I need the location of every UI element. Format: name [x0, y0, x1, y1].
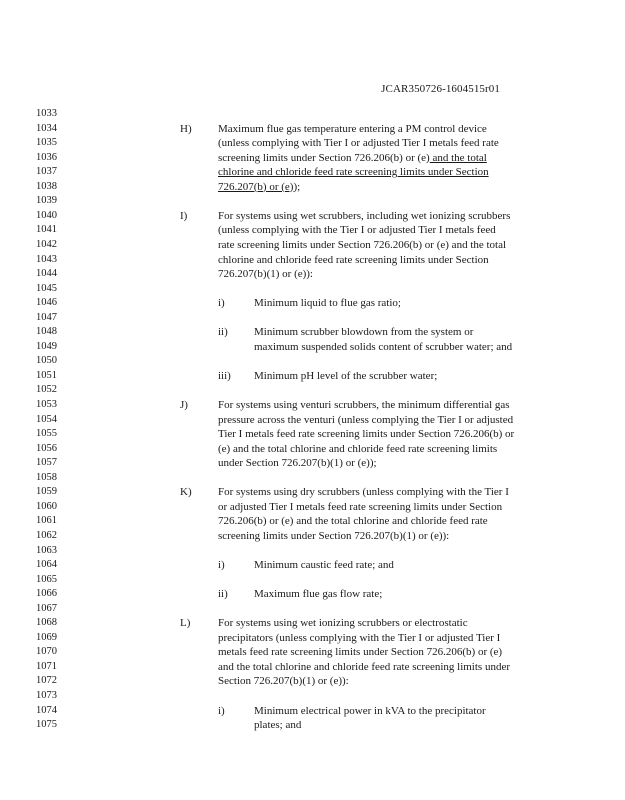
line-number: 1075: [36, 719, 57, 731]
document-line: [0, 414, 625, 426]
line-number: 1068: [36, 617, 57, 629]
line-number: 1056: [36, 442, 57, 454]
document-line: [0, 355, 625, 367]
item-label: i): [218, 297, 225, 310]
line-number: 1066: [36, 588, 57, 600]
line-number: 1053: [36, 399, 57, 410]
item-label: i): [218, 704, 225, 717]
line-number: 1063: [36, 544, 57, 556]
underlined-insertion: 726.207(b) or (e): [218, 180, 294, 193]
text-segment: chlorine and chloride feed rate screening limits under Section: [218, 253, 489, 266]
document-line: [0, 166, 625, 178]
text-segment: Maximum flue gas flow rate;: [254, 588, 383, 601]
text-segment: metals feed rate screening limits under Section 726.206(b) or (e): [218, 646, 503, 659]
text-segment: plates; and: [254, 719, 302, 732]
item-label: iii): [218, 369, 231, 382]
line-text: [254, 705, 486, 717]
document-line: [0, 603, 625, 615]
line-text: [218, 632, 500, 644]
line-number: 1058: [36, 471, 57, 483]
text-segment: 726.207(b)(1) or (e)):: [218, 268, 313, 281]
line-number: 1037: [36, 166, 57, 178]
text-segment: 726.206(b) or (e) and the total chlorine and chloride feed rate: [218, 515, 488, 528]
line-number: 1049: [36, 340, 57, 352]
line-text: [218, 137, 499, 149]
line-number: 1062: [36, 529, 57, 541]
underlined-insertion: chlorine and chloride feed rate screening limits under Section: [218, 166, 489, 179]
line-text: [218, 224, 496, 236]
document-line: [0, 457, 625, 469]
line-text: [254, 370, 437, 382]
line-text: [218, 399, 510, 411]
text-segment: pressure across the venturi (unless complying the Tier I or adjusted: [218, 413, 514, 426]
line-number: 1040: [36, 209, 57, 221]
line-number: 1036: [36, 151, 57, 163]
text-segment: screening limits under Section 726.207(b)(1) or (e)):: [218, 529, 450, 542]
line-number: 1046: [36, 297, 57, 309]
document-line: [0, 501, 625, 513]
item-label: K): [180, 486, 192, 499]
item-label: H): [180, 122, 192, 135]
document-line: [0, 297, 625, 309]
line-text: [254, 297, 401, 309]
line-text: [254, 341, 512, 353]
document-line: [0, 588, 625, 600]
text-segment: For systems using venturi scrubbers, the minimum differential gas: [218, 399, 510, 411]
text-segment: (unless complying with Tier I or adjusted Tier I metals feed rate: [218, 137, 499, 150]
line-number: 1057: [36, 457, 57, 469]
document-line: [0, 326, 625, 338]
document-line: [0, 239, 625, 251]
text-segment: Minimum pH level of the scrubber water;: [254, 369, 438, 382]
line-number: 1035: [36, 137, 57, 149]
underlined-insertion: and the total: [429, 151, 487, 164]
line-number: 1069: [36, 631, 57, 643]
line-text: [218, 414, 513, 426]
item-label: I): [180, 209, 188, 222]
document-line: [0, 195, 625, 207]
text-segment: For systems using dry scrubbers (unless complying with the Tier I: [218, 486, 509, 499]
document-line: [0, 312, 625, 324]
text-segment: under Section 726.207(b)(1) or (e));: [218, 457, 377, 470]
line-text: [218, 501, 502, 513]
document-line: [0, 181, 625, 193]
line-text: [218, 457, 377, 469]
line-text: [218, 646, 502, 658]
document-line: [0, 384, 625, 396]
text-segment: For systems using wet scrubbers, including wet ionizing scrubbers: [218, 209, 511, 222]
document-id: JCAR350726-1604515r01: [381, 83, 500, 95]
line-text: [218, 123, 487, 135]
line-number: 1050: [36, 355, 57, 367]
text-segment: Section 726.207(b)(1) or (e)):: [218, 675, 349, 688]
text-segment: and the total chlorine and chloride feed rate screening limits under: [218, 660, 510, 673]
line-text: [218, 486, 509, 498]
line-number: 1039: [36, 195, 57, 207]
line-number: 1065: [36, 573, 57, 585]
document-line: [0, 268, 625, 280]
item-label: ii): [218, 326, 228, 339]
line-number: 1048: [36, 326, 57, 338]
line-number: 1052: [36, 384, 57, 396]
text-segment: Maximum flue gas temperature entering a PM control device: [218, 122, 487, 135]
document-line: [0, 632, 625, 644]
line-text: [254, 719, 301, 731]
document-line: [0, 108, 625, 120]
document-line: [0, 690, 625, 702]
document-line: [0, 675, 625, 687]
line-number: 1073: [36, 690, 57, 701]
line-number: 1034: [36, 122, 57, 134]
line-number: 1044: [36, 268, 57, 280]
line-text: [218, 181, 300, 193]
item-label: J): [180, 399, 188, 411]
line-text: [218, 675, 349, 687]
text-segment: rate screening limits under Section 726.206(b) or (e) and the total: [218, 238, 507, 251]
text-segment: Minimum liquid to flue gas ratio;: [254, 297, 401, 310]
document-line: [0, 152, 625, 164]
item-label: ii): [218, 588, 228, 601]
line-number: 1042: [36, 238, 57, 250]
line-text: [218, 530, 449, 542]
document-line: [0, 617, 625, 629]
text-segment: Minimum electrical power in kVA to the precipitator: [254, 704, 486, 717]
text-segment: For systems using wet ionizing scrubbers or electrostatic: [218, 617, 468, 630]
document-line: [0, 254, 625, 266]
line-number: 1033: [36, 108, 57, 119]
text-segment: (unless complying with the Tier I or adjusted Tier I metals feed: [218, 224, 496, 237]
document-line: [0, 283, 625, 295]
line-text: [218, 152, 487, 164]
line-text: [254, 326, 473, 338]
document-line: [0, 646, 625, 658]
text-segment: screening limits under Section 726.206(b) or (e): [218, 151, 430, 164]
document-line: [0, 428, 625, 440]
document-line: [0, 443, 625, 455]
document-line: [0, 719, 625, 731]
line-number: 1072: [36, 675, 57, 687]
text-segment: Minimum caustic feed rate; and: [254, 559, 394, 572]
line-number: 1051: [36, 369, 57, 381]
document-line: [0, 399, 625, 411]
document-line: [0, 137, 625, 149]
item-label: i): [218, 559, 225, 572]
document-line: [0, 224, 625, 236]
document-line: [0, 123, 625, 135]
line-number: 1060: [36, 500, 57, 512]
line-number: 1071: [36, 660, 57, 672]
line-text: [218, 210, 510, 222]
document-line: [0, 472, 625, 484]
document-line: [0, 559, 625, 571]
document-line: [0, 486, 625, 498]
line-text: [218, 239, 506, 251]
text-segment: );: [293, 180, 301, 193]
document-line: [0, 210, 625, 222]
line-number: 1041: [36, 224, 57, 236]
document-line: [0, 661, 625, 673]
line-number: 1043: [36, 253, 57, 265]
document-line: [0, 370, 625, 382]
text-segment: Tier I metals feed rate screening limits under Section 726.206(b) or: [218, 428, 515, 441]
document-line: [0, 705, 625, 717]
line-text: [218, 661, 510, 673]
document-line: [0, 574, 625, 586]
line-text: [218, 166, 489, 178]
text-segment: or adjusted Tier I metals feed rate screening limits under Section: [218, 500, 503, 513]
document-line: [0, 545, 625, 557]
line-text: [218, 515, 488, 527]
line-number: 1047: [36, 311, 57, 323]
line-number: 1064: [36, 559, 57, 571]
line-number: 1055: [36, 428, 57, 440]
line-number: 1038: [36, 180, 57, 192]
line-number: 1045: [36, 282, 57, 294]
document-line: [0, 530, 625, 542]
line-text: [254, 588, 382, 600]
text-segment: Minimum scrubber blowdown from the system or: [254, 326, 474, 339]
line-number: 1059: [36, 486, 57, 498]
line-number: 1061: [36, 515, 57, 527]
document-line: [0, 515, 625, 527]
line-number: 1070: [36, 646, 57, 658]
line-number: 1067: [36, 602, 57, 614]
line-text: [218, 617, 468, 629]
document-line: [0, 341, 625, 353]
item-label: L): [180, 617, 191, 630]
line-text: [218, 268, 313, 280]
text-segment: precipitators (unless complying with the Tier I or adjusted Tier I: [218, 631, 501, 644]
line-number: 1054: [36, 413, 57, 425]
line-text: [218, 428, 514, 440]
line-text: [254, 559, 394, 571]
line-text: [218, 443, 497, 455]
text-segment: (e) and the total chlorine and chloride feed rate screening limits: [218, 442, 498, 455]
line-text: [218, 254, 489, 266]
text-segment: maximum suspended solids content of scrubber water; and: [254, 340, 513, 353]
line-number: 1074: [36, 704, 57, 716]
